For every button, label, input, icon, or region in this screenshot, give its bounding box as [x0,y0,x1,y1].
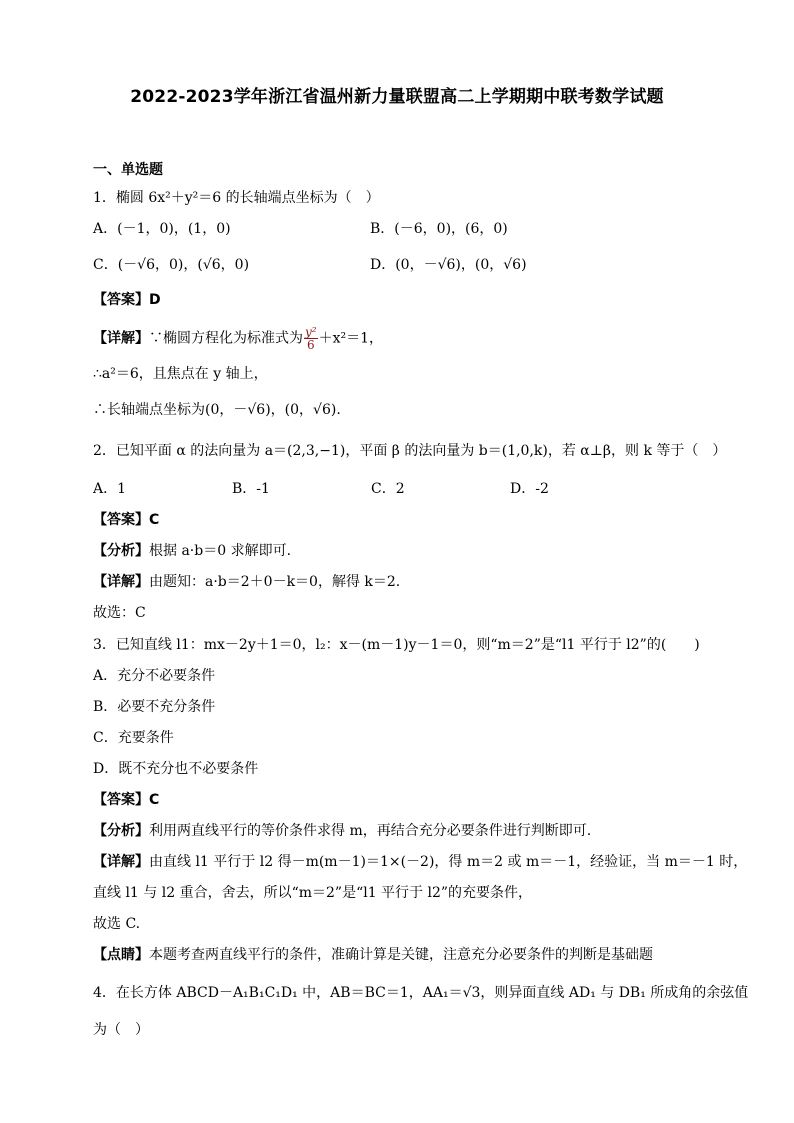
q3-detail [93,853,747,871]
q2-option-b: B．-1 [232,481,270,497]
q1-option-b: B．(－6，0)，(6，0) [370,221,508,237]
q3-comment-text: 本题考查两直线平行的条件，准确计算是关键，注意充分必要条件的判断是基础题 [149,947,653,963]
q1-answer: 【答案】D [93,292,161,308]
q1-option-d: D．(0，－√6)，(0，√6) [370,257,527,273]
question-2-stem: 2．已知平面 α 的法向量为 a＝(2,3,−1)，平面 β 的法向量为 b＝(1,0,k)，若 α⊥β，则 k 等于（ ） [93,443,727,459]
q1-detail-pre: ∵椭圆方程化为标准式为 [149,330,303,347]
q2-answer: 【答案】C [93,512,160,528]
question-1-stem: 1．椭圆 6x²＋y²＝6 的长轴端点坐标为（ ） [93,190,380,206]
q2-conclusion: 故选：C [93,605,146,621]
q1-fraction-den: 6 [306,338,315,352]
q1-detail [93,326,383,351]
q2-detail [93,573,400,591]
q2-option-d: D．-2 [510,481,549,497]
q3-option-a: A．充分不必要条件 [93,668,216,684]
q3-detail-text: 由直线 l1 平行于 l2 得－m(m－1)＝1×(－2)，得 m＝2 或 m＝－1，经验证，当 m＝－1 时， [149,854,748,870]
q2-analysis [93,542,291,560]
q2-analysis-tag: 【分析】 [93,543,149,559]
question-4-stem: 4．在长方体 ABCD－A₁B₁C₁D₁ 中，AB＝BC＝1，AA₁＝√3，则异面直线 AD₁ 与 DB₁ 所成角的余弦值 [93,985,749,1001]
q1-option-a: A．(－1，0)，(1，0) [93,221,231,237]
q3-analysis-tag: 【分析】 [93,823,149,839]
q3-option-b: B．必要不充分条件 [93,699,216,715]
q2-detail-text: 由题知：a·b＝2＋0－k＝0，解得 k＝2. [149,574,401,590]
q3-answer: 【答案】C [93,792,160,808]
q3-analysis-text: 利用两直线平行的等价条件求得 m，再结合充分必要条件进行判断即可. [149,823,592,839]
q2-detail-tag: 【详解】 [93,574,149,590]
page-title: 2022-2023学年浙江省温州新力量联盟高二上学期期中联考数学试题 [130,87,664,107]
q3-comment [93,946,653,964]
q3-option-c: C．充要条件 [93,730,174,746]
q3-option-d: D．既不充分也不必要条件 [93,761,259,777]
question-4-stem-line2: 为（ ） [93,1022,149,1038]
q1-detail-tag: 【详解】 [93,330,149,347]
q1-fraction [304,326,318,351]
q2-option-c: C．2 [371,481,405,497]
q3-detail-line2: 直线 l1 与 l2 重合，舍去，所以“m＝2”是“l1 平行于 l2”的充要条件， [93,885,533,901]
q3-detail-tag: 【详解】 [93,854,149,870]
q2-option-a: A．1 [93,481,127,497]
q3-analysis [93,822,591,840]
section-heading: 一、单选题 [93,162,163,178]
q3-comment-tag: 【点睛】 [93,947,149,963]
q1-fraction-num: y² [305,325,317,339]
q2-analysis-text: 根据 a·b＝0 求解即可. [149,543,292,559]
q1-detail-post: ＋x²＝1， [318,330,384,347]
q3-conclusion: 故选 C. [93,916,141,932]
q1-detail-line3: ∴长轴端点坐标为(0，－√6)，(0，√6). [93,402,341,418]
q1-option-c: C．(－√6，0)，(√6，0) [93,257,250,273]
question-3-stem: 3．已知直线 l1：mx－2y＋1＝0，l₂：x－(m－1)y－1＝0，则“m＝2”是“l1 平行于 l2”的( ) [93,637,700,653]
q1-detail-line2: ∴a²＝6，且焦点在 y 轴上， [93,366,268,382]
